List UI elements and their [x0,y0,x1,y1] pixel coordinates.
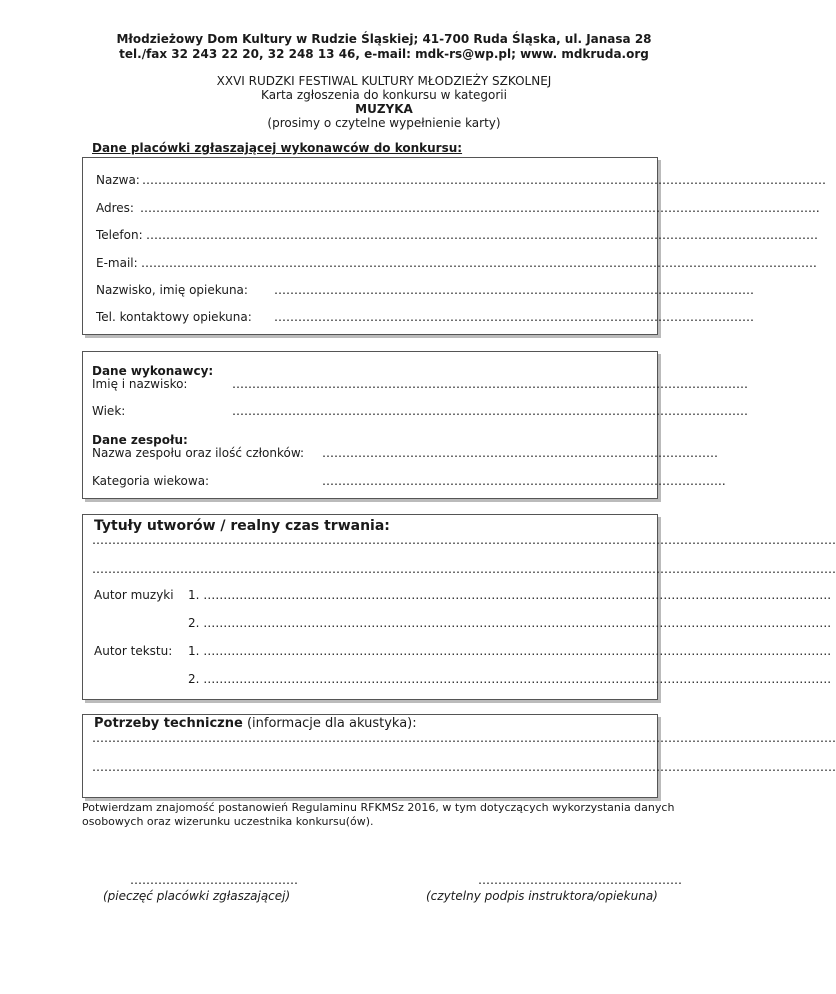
phone-field[interactable]: …………………………………………………………………………………………………………………………………………………… [146,228,818,242]
category-title: MUZYKA [355,102,413,116]
phone-label: Telefon: [96,228,143,242]
works-line-1[interactable]: …………………………………………………………………………………………………………………………………………………………………… [92,533,836,547]
performer-heading: Dane wykonawcy: [92,364,214,378]
header-line-1: Młodzieżowy Dom Kultury w Rudzie Śląskiej; 41-700 Ruda Śląska, ul. Janasa 28 [116,32,652,46]
technical-heading-rest: (informacje dla akustyka): [242,716,417,731]
name-label: Nazwa: [96,173,140,187]
email-label: E-mail: [96,256,138,270]
category-field[interactable]: ……………………………………………………………………………………….. [322,474,726,488]
lyrics-author-2-field[interactable]: 2. …………………………………………………………………………………………………………………………………………. [188,672,832,686]
guardian-phone-field[interactable]: ………………………………………………………………………………………………………… [274,310,754,324]
band-heading: Dane zespołu: [92,433,188,447]
technical-heading [94,716,417,731]
consent-line-1: Potwierdzam znajomość postanowień Regulaminu RFKMSz 2016, w tym dotyczących wykorzystania danych [82,801,675,814]
header-line-2: tel./fax 32 243 22 20, 32 248 13 46, e-mail: mdk-rs@wp.pl; www. mdkruda.org [119,47,649,61]
form-subtitle: Karta zgłoszenia do konkursu w kategorii [261,88,507,102]
instructions: (prosimy o czytelne wypełnienie karty) [267,116,501,130]
stamp-line[interactable]: …………………………………… [130,873,298,887]
guardian-phone-label: Tel. kontaktowy opiekuna: [96,310,252,324]
stamp-label: (pieczęć placówki zgłaszającej) [103,889,291,903]
address-field[interactable]: …………………………………………………………………………………………………………………………………………………….. [140,201,820,215]
lyrics-author-label: Autor tekstu: [94,644,173,658]
performer-name-field[interactable]: ………………………………………………………………………………………………………………… [232,377,748,391]
category-label: Kategoria wiekowa: [92,474,210,488]
band-label: Nazwa zespołu oraz ilość członków: [92,446,305,460]
technical-heading-bold: Potrzeby techniczne [94,716,243,731]
works-heading: Tytuły utworów / realny czas trwania: [94,518,390,534]
guardian-label: Nazwisko, imię opiekuna: [96,283,248,297]
music-author-1-field[interactable]: 1. …………………………………………………………………………………………………………………………………………. [188,588,832,602]
email-field[interactable]: ……………………………………………………………………………………………………………………………………………………. [141,256,817,270]
festival-title: XXVI RUDZKI FESTIWAL KULTURY MŁODZIEŻY SZKOLNEJ [216,74,552,88]
band-field[interactable]: ……………………………………………………………………………………… [322,446,718,460]
institution-heading: Dane placówki zgłaszającej wykonawców do konkursu: [92,141,463,155]
lyrics-author-1-field[interactable]: 1. …………………………………………………………………………………………………………………………………………. [188,644,832,658]
age-field[interactable]: ………………………………………………………………………………………………………………… [232,404,748,418]
address-label: Adres: [96,201,134,215]
works-line-2[interactable]: …………………………………………………………………………………………………………………………………………………………………… [92,562,836,576]
age-label: Wiek: [92,404,126,418]
performer-name-label: Imię i nazwisko: [92,377,188,391]
signature-label: (czytelny podpis instruktora/opiekuna) [426,889,658,903]
consent-line-2: osobowych oraz wizerunku uczestnika konkursu(ów). [82,815,374,828]
signature-line[interactable]: …………………………………………… [478,873,682,887]
guardian-field[interactable]: ………………………………………………………………………………………………………… [274,283,754,297]
music-author-label: Autor muzyki [94,588,174,602]
technical-line-2[interactable]: …………………………………………………………………………………………………………………………………………………………………… [92,760,836,774]
name-field[interactable]: ……………………………………………………………………………………………………………………………………………………… [142,173,826,187]
technical-line-1[interactable]: …………………………………………………………………………………………………………………………………………………………………… [92,731,836,745]
music-author-2-field[interactable]: 2. …………………………………………………………………………………………………………………………………………. [188,616,832,630]
